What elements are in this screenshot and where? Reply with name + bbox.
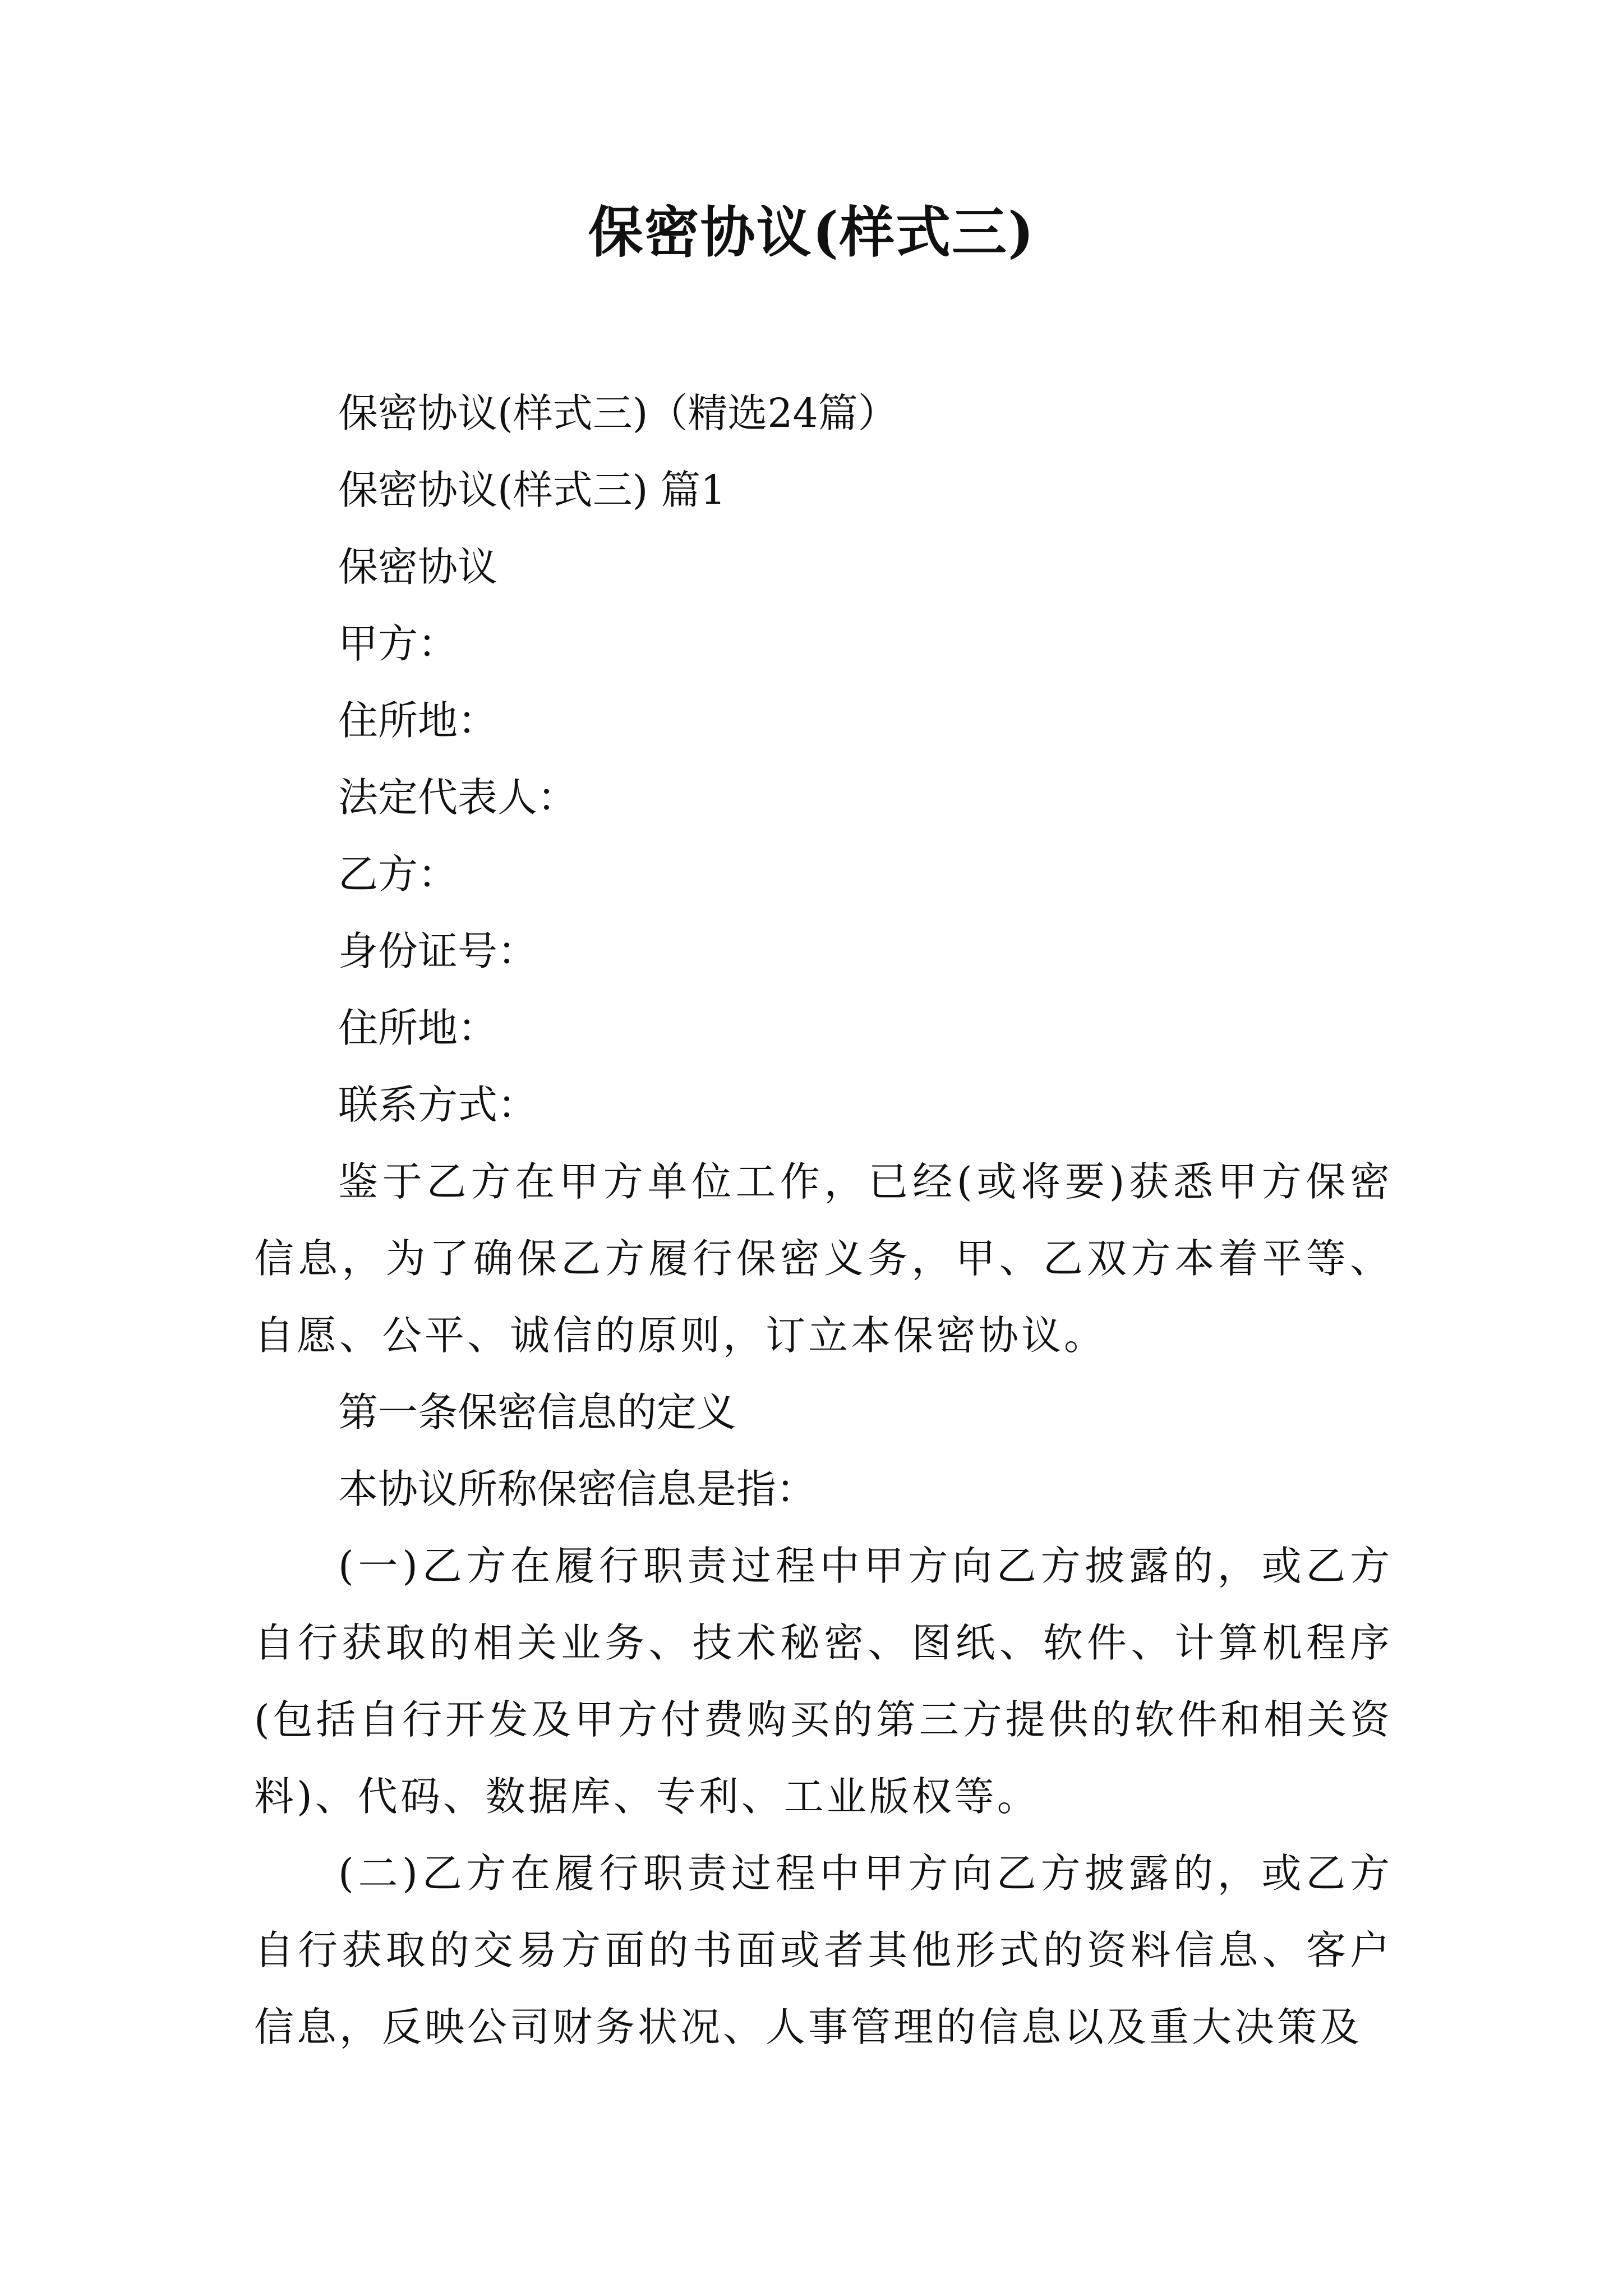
preamble-paragraph: 鉴于乙方在甲方单位工作，已经(或将要)获悉甲方保密信息，为了确保乙方履行保密义务，甲、乙双方本着平等、自愿、公平、诚信的原则，订立本保密协议。 xyxy=(254,1158,1393,1359)
party-b-address-field: 住所地： xyxy=(338,1005,498,1051)
section-intro: 本协议所称保密信息是指： xyxy=(338,1466,817,1512)
section-heading: 第一条保密信息的定义 xyxy=(338,1389,737,1435)
party-a-address-field: 住所地： xyxy=(338,697,498,744)
subtitle-line: 保密协议(样式三)（精选24篇） xyxy=(338,390,898,436)
id-number-field: 身份证号： xyxy=(338,928,538,974)
party-a-field: 甲方： xyxy=(338,620,458,667)
contact-field: 联系方式： xyxy=(338,1082,538,1128)
clause-item-2: (二)乙方在履行职责过程中甲方向乙方披露的，或乙方自行获取的交易方面的书面或者其他形式的资料信息、客户信息，反映公司财务状况、人事管理的信息以及重大决策及 xyxy=(254,1850,1393,2050)
agreement-name: 保密协议 xyxy=(338,544,498,590)
document-title: 保密协议(样式三) xyxy=(588,200,1035,265)
clause-item-1: (一)乙方在履行职责过程中甲方向乙方披露的，或乙方自行获取的相关业务、技术秘密、图纸、软件、计算机程序(包括自行开发及甲方付费购买的第三方提供的软件和相关资料)、代码、数据库、专利、工业版权等。 xyxy=(254,1543,1393,1820)
article-heading: 保密协议(样式三) 篇1 xyxy=(338,467,726,513)
legal-representative-field: 法定代表人： xyxy=(338,774,578,821)
party-b-field: 乙方： xyxy=(338,851,458,898)
document-body xyxy=(254,375,1393,2065)
